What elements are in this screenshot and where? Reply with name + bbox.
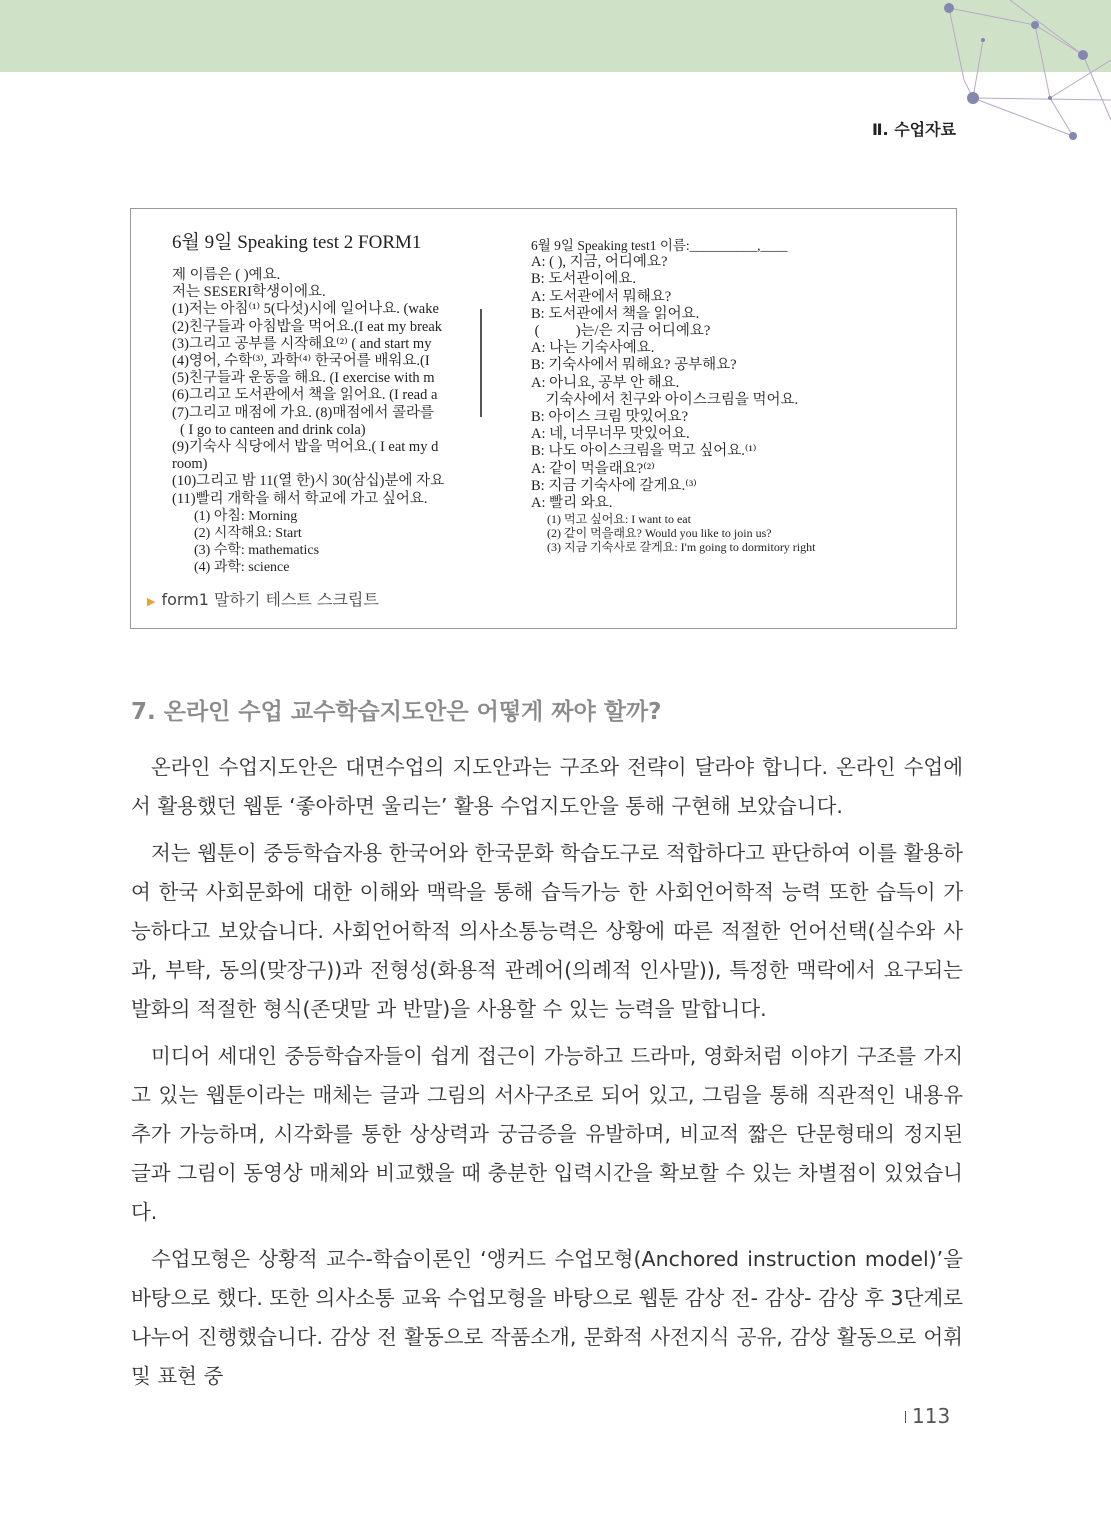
chapter-label: Ⅱ. 수업자료 — [872, 120, 957, 139]
divider — [480, 309, 482, 417]
script-line: (1)저는 아침⁽¹⁾ 5(다섯)시에 일어나요. (wake — [172, 301, 439, 318]
right-script-title: 6월 9일 Speaking test1 이름:__________,____ — [531, 238, 788, 253]
script-line: (4)영어, 수학⁽³⁾, 과학⁽⁴⁾ 한국어를 배워요.(I — [172, 353, 430, 370]
left-script — [172, 267, 484, 577]
script-line: room) — [172, 456, 208, 473]
script-line: ( I go to canteen and drink cola) — [180, 421, 366, 438]
script-line: B: 지금 기숙사에 갈게요.⁽³⁾ — [531, 477, 697, 494]
script-line: A: 빨리 와요. — [531, 495, 613, 512]
paragraph: 온라인 수업지도안은 대면수업의 지도안과는 구조와 전략이 달라야 합니다. 온라인 수업에서 활용했던 웹툰 ‘좋아하면 울리는’ 활용 수업지도안을 통해 구현해 보았습니다. — [131, 755, 963, 818]
footnote: (2) 같이 먹을래요? Would you like to join us? — [547, 526, 772, 541]
page-number-text: 113 — [912, 1404, 951, 1428]
script-line: (10)그리고 밤 11(열 한)시 30(삼십)분에 자요 — [172, 473, 445, 490]
script-line: B: 아이스 크림 맛있어요? — [531, 409, 689, 426]
script-figure — [130, 208, 957, 629]
script-line: A: 아니요, 공부 안 해요. — [531, 374, 680, 391]
script-line: A: 나는 기숙사예요. — [531, 340, 655, 357]
script-line: 제 이름은 ( )예요. — [172, 267, 281, 283]
script-line: A: 네, 너무너무 맛있어요. — [531, 426, 690, 443]
script-line: ( )는/은 지금 어디예요? — [531, 323, 711, 340]
script-line: (11)빨리 개학을 해서 학교에 가고 싶어요. — [172, 490, 428, 507]
right-script — [531, 237, 951, 554]
script-line: (2)친구들과 아침밥을 먹어요.(I eat my break — [172, 318, 443, 335]
figure-caption — [147, 587, 379, 610]
paragraph: 저는 웹툰이 중등학습자용 한국어와 한국문화 학습도구로 적합하다고 판단하여 이를 활용하여 한국 사회문화에 대한 이해와 맥락을 통해 습득가능 한 사회언어학적 능력 또한 습득이 가능하다고 보았습니다. 사회언어학적 의사소통능력은 상황에 따른 적절한 언어선택(실수와 사과, 부탁, 동의(맞장구))과 전형성(화용적 관례어(의례적 인사말)), 특정한 맥락에서 요구되는 발화의 적절한 형식(존댓말 과 반말)을 사용할 수 있는 능력을 말합니다. — [131, 841, 963, 1021]
script-line: B: 기숙사에서 뭐해요? 공부해요? — [531, 357, 737, 374]
paragraph: 수업모형은 상황적 교수-학습이론인 ‘앵커드 수업모형(Anchored instruction model)’을 바탕으로 했다. 또한 의사소통 교육 수업모형을 바탕으로 웹툰 감상 전- 감상- 감상 후 3단계로 나누어 진행했습니다. 감상 전 활동으로 작품소개, 문화적 사전지식 공유, 감상 활동으로 어휘 및 표현 중 — [131, 1247, 963, 1388]
section-heading: 7. 온라인 수업 교수학습지도안은 어떻게 짜야 할까? — [131, 699, 662, 725]
vocab-note: (1) 아침: Morning — [194, 508, 298, 524]
vocab-note: (4) 과학: science — [194, 560, 290, 576]
script-line: (6)그리고 도서관에서 책을 읽어요. (I read a — [172, 387, 438, 404]
page-number — [905, 1404, 950, 1428]
vocab-note: (3) 수학: mathematics — [194, 543, 320, 559]
script-line: (7)그리고 매점에 가요. (8)매점에서 콜라를 — [172, 404, 435, 421]
vocab-note: (2) 시작해요: Start — [194, 526, 302, 542]
triangle-bullet-icon: ▶ — [147, 595, 156, 608]
script-line: 기숙사에서 친구와 아이스크림을 먹어요. — [531, 391, 799, 408]
script-line: (5)친구들과 운동을 해요. (I exercise with m — [172, 370, 435, 387]
caption-text: form1 말하기 테스트 스크립트 — [161, 590, 379, 609]
script-line: B: 도서관이에요. — [531, 271, 636, 288]
script-line: B: 나도 아이스크림을 먹고 싶어요.⁽¹⁾ — [531, 443, 757, 460]
script-line: B: 도서관에서 책을 읽어요. — [531, 305, 700, 322]
script-line: A: 같이 먹을래요?⁽²⁾ — [531, 460, 655, 477]
page-number-divider — [905, 1411, 906, 1423]
left-script-title: 6월 9일 Speaking test 2 FORM1 — [172, 232, 422, 253]
script-line: (9)기숙사 식당에서 밥을 먹어요.( I eat my d — [172, 439, 439, 456]
script-line: (3)그리고 공부를 시작해요⁽²⁾ ( and start my — [172, 335, 432, 352]
body-text — [131, 748, 963, 1404]
footnote: (3) 지금 기숙사로 갈게요: I'm going to dormitory right — [547, 540, 816, 555]
footnote: (1) 먹고 싶어요: I want to eat — [547, 512, 691, 527]
script-line: 저는 SESERI학생이에요. — [172, 284, 326, 301]
script-line: A: ( ), 지금, 어디예요? — [531, 254, 668, 271]
script-line: A: 도서관에서 뭐해요? — [531, 288, 672, 305]
paragraph: 미디어 세대인 중등학습자들이 쉽게 접근이 가능하고 드라마, 영화처럼 이야기 구조를 가지고 있는 웹툰이라는 매체는 글과 그림의 서사구조로 되어 있고, 그림을 통해 직관적인 내용유추가 가능하며, 시각화를 통한 상상력과 궁금증을 유발하며, 비교적 짧은 단문형태의 정지된 글과 그림이 동영상 매체와 비교했을 때 충분한 입력시간을 확보할 수 있는 차별점이 있었습니다. — [131, 1044, 963, 1224]
